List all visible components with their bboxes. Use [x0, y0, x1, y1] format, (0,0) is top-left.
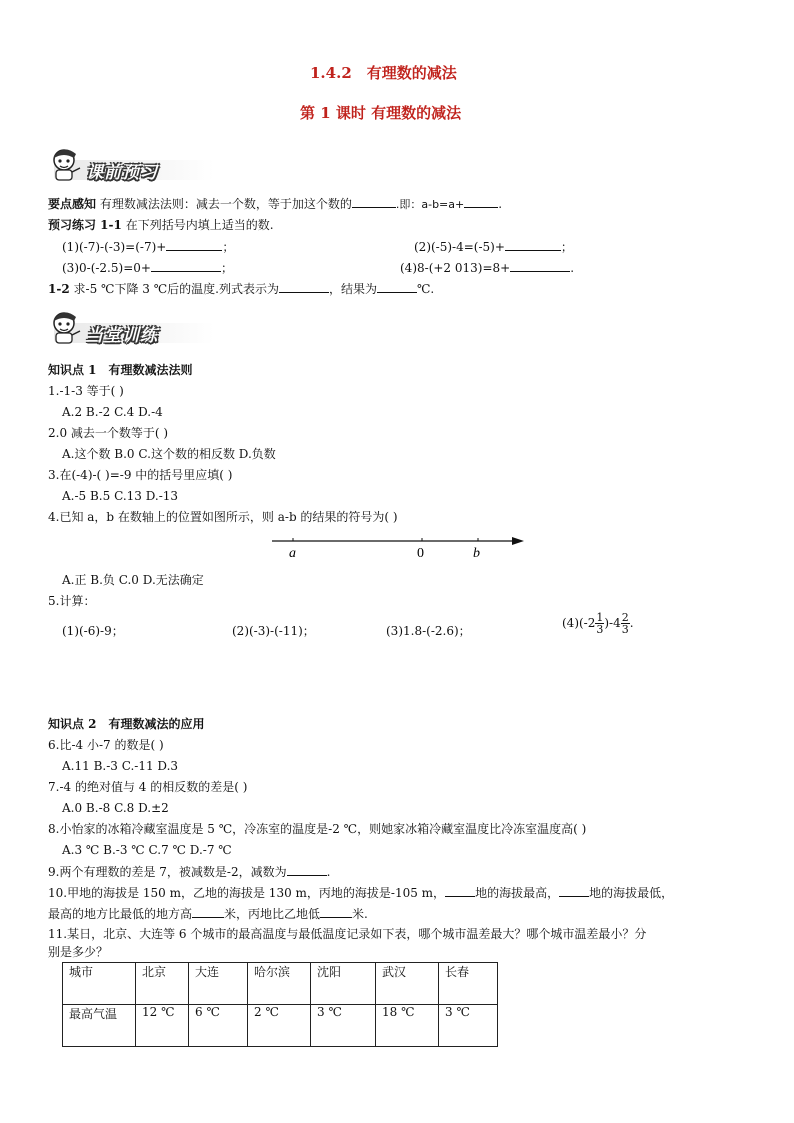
page-title: 1.4.2 有理数的减法	[310, 64, 457, 82]
table-row	[63, 1005, 498, 1047]
q11-line2: 别是多少？	[48, 945, 109, 959]
table-cell: 长春	[439, 963, 498, 1005]
practice-q1: (1)(-7)-(-3)=(-7)+ ；	[62, 240, 235, 254]
table-cell: 大连	[189, 963, 248, 1005]
table-cell: 武汉	[376, 963, 439, 1005]
key-points-tail: .即：a-b=a+	[395, 198, 465, 211]
practice-q4: (4)8-(+2 013)=8+ .	[400, 261, 575, 275]
table-cell: 沈阳	[311, 963, 376, 1005]
q3: 3.在(-4)-( )=-9 中的括号里应填( )	[48, 468, 233, 482]
practice-q3: (3)0-(-2.5)=0+ ；	[62, 261, 233, 275]
table-cell: 北京	[136, 963, 189, 1005]
q5-part4: (4)(-2 $\frac{1}{3}$ )-4 $\frac{2}{3}$ .	[562, 611, 634, 636]
q7: 7.-4 的绝对值与 4 的相反数的差是( )	[48, 780, 248, 794]
practice-q2: (2)(-5)-4=(-5)+ ；	[414, 240, 573, 254]
table-cell: 12 ℃	[136, 1005, 189, 1047]
axis-label-b: b	[473, 546, 480, 561]
fraction-one-third: $\frac{1}{3}$	[596, 611, 604, 636]
table-cell: 3 ℃	[311, 1005, 376, 1047]
q4-options: A.正 B.负 C.0 D.无法确定	[62, 573, 204, 587]
key-points-line: 要点感知 有理数减法法则：减去一个数，等于加这个数的 .即：a-b=a+ .	[48, 197, 503, 211]
practice-line	[48, 217, 274, 233]
student-mascot-icon	[46, 146, 86, 182]
q8-options: A.3 ℃ B.-3 ℃ C.7 ℃ D.-7 ℃	[62, 843, 232, 857]
axis-label-a: a	[289, 546, 296, 561]
preview-banner-title: 课前预习	[86, 163, 158, 183]
q7-options: A.0 B.-8 C.8 D.±2	[62, 801, 169, 815]
practice-q12: 1-2 求-5 ℃下降 3 ℃后的温度.列式表示为 ，结果为 ℃.	[48, 282, 435, 296]
table-cell: 哈尔滨	[248, 963, 311, 1005]
key-points-label: 要点感知	[48, 197, 97, 211]
q3-options: A.-5 B.5 C.13 D.-13	[62, 489, 179, 503]
axis-label-zero: 0	[417, 546, 424, 561]
table-cell: 18 ℃	[376, 1005, 439, 1047]
q11-line1: 11.某日，北京、大连等 6 个城市的最高温度与最低温度记录如下表，哪个城市温差最大？哪个城市温差最小？分	[48, 927, 647, 941]
practice-label: 预习练习 1-1	[48, 218, 122, 232]
temperature-table	[62, 962, 498, 1047]
q5-part2: (2)(-3)-(-11)；	[232, 624, 315, 638]
table-cell: 6 ℃	[189, 1005, 248, 1047]
q2: 2.0 减去一个数等于( )	[48, 426, 169, 440]
table-cell: 最高气温	[63, 1005, 136, 1047]
fraction-two-thirds: $\frac{2}{3}$	[621, 611, 629, 636]
q10-line2: 最高的地方比最低的地方高 米，丙地比乙地低 米.	[48, 907, 368, 921]
q5-part3: (3)1.8-(-2.6)；	[386, 624, 471, 638]
key-points-text: 有理数减法法则：减去一个数，等于加这个数的	[99, 197, 352, 211]
table-cell: 2 ℃	[248, 1005, 311, 1047]
practice-text: 在下列括号内填上适当的数.	[125, 218, 274, 232]
preview-banner	[40, 150, 240, 184]
q10-line1: 10.甲地的海拔是 150 m，乙地的海拔是 130 m，丙地的海拔是-105 m， 地的海拔最高， 地的海拔最低，	[48, 886, 674, 900]
page-subtitle: 第 1 课时 有理数的减法	[300, 104, 462, 122]
student-mascot-icon	[46, 309, 86, 345]
k2-heading: 知识点 2 有理数减法的应用	[48, 717, 205, 731]
q5-part1: (1)(-6)-9；	[62, 624, 124, 638]
class-banner-title: 当堂训练	[86, 326, 158, 346]
number-line-arrow-icon	[512, 537, 524, 545]
class-banner	[40, 313, 240, 347]
q6: 6.比-4 小-7 的数是( )	[48, 738, 164, 752]
k1-heading: 知识点 1 有理数减法法则	[48, 363, 193, 377]
q1: 1.-1-3 等于( )	[48, 384, 124, 398]
q8: 8.小怡家的冰箱冷藏室温度是 5 ℃，冷冻室的温度是-2 ℃，则她家冰箱冷藏室温度比冷冻室温度高( )	[48, 822, 587, 836]
q6-options: A.11 B.-3 C.-11 D.3	[62, 759, 179, 773]
table-cell: 3 ℃	[439, 1005, 498, 1047]
q4: 4.已知 a，b 在数轴上的位置如图所示，则 a-b 的结果的符号为( )	[48, 510, 398, 524]
q2-options: A.这个数 B.0 C.这个数的相反数 D.负数	[62, 447, 276, 461]
table-header-row	[63, 963, 498, 1005]
number-line-figure	[270, 530, 530, 564]
q5: 5.计算：	[48, 594, 96, 608]
q1-options: A.2 B.-2 C.4 D.-4	[62, 405, 163, 419]
table-cell: 城市	[63, 963, 136, 1005]
q9: 9.两个有理数的差是 7，被减数是-2，减数为 .	[48, 865, 331, 879]
